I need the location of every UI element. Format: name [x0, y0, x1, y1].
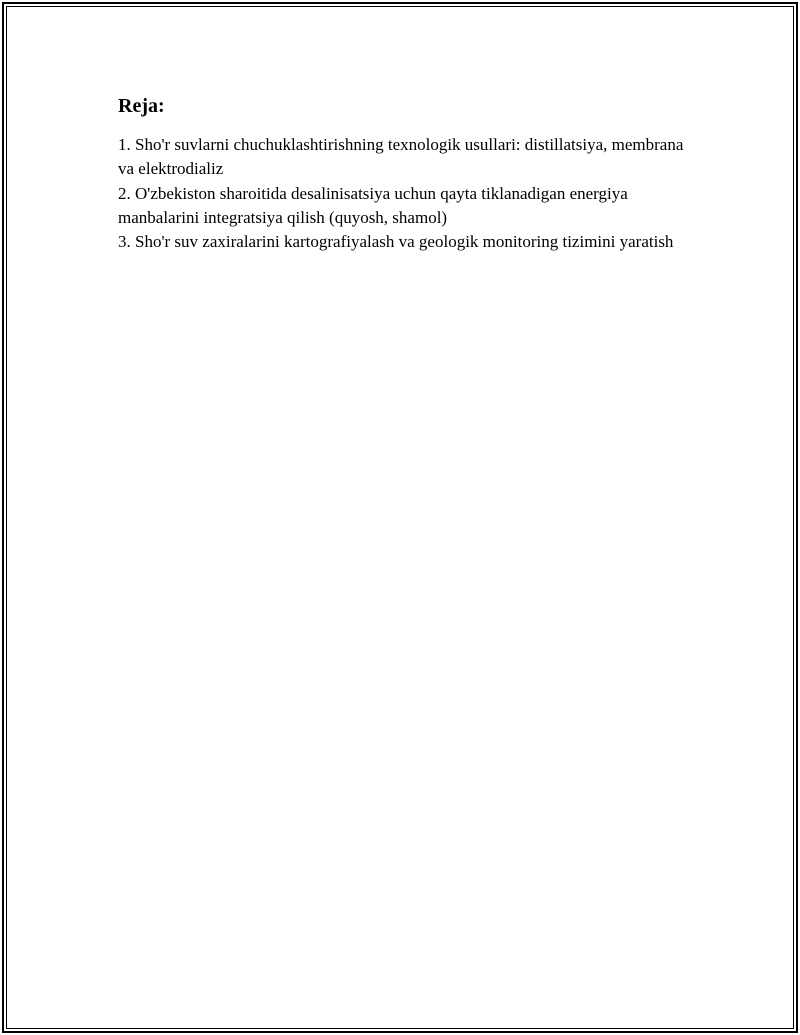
plan-item-1: 1. Sho'r suvlarni chuchuklashtirishning texnologik usullari: distillatsiya, membrana va elektrodializ — [118, 135, 684, 179]
document-body — [118, 93, 698, 254]
plan-heading: Reja: — [118, 95, 165, 117]
plan-item-2: 2. O'zbekiston sharoitida desalinisatsiya uchun qayta tiklanadigan energiya manbalarini integratsiya qilish (quyosh, shamol) — [118, 183, 628, 227]
plan-item-3: 3. Sho'r suv zaxiralarini kartografiyalash va geologik monitoring tizimini yaratish — [118, 232, 674, 252]
plan-list — [118, 133, 698, 254]
